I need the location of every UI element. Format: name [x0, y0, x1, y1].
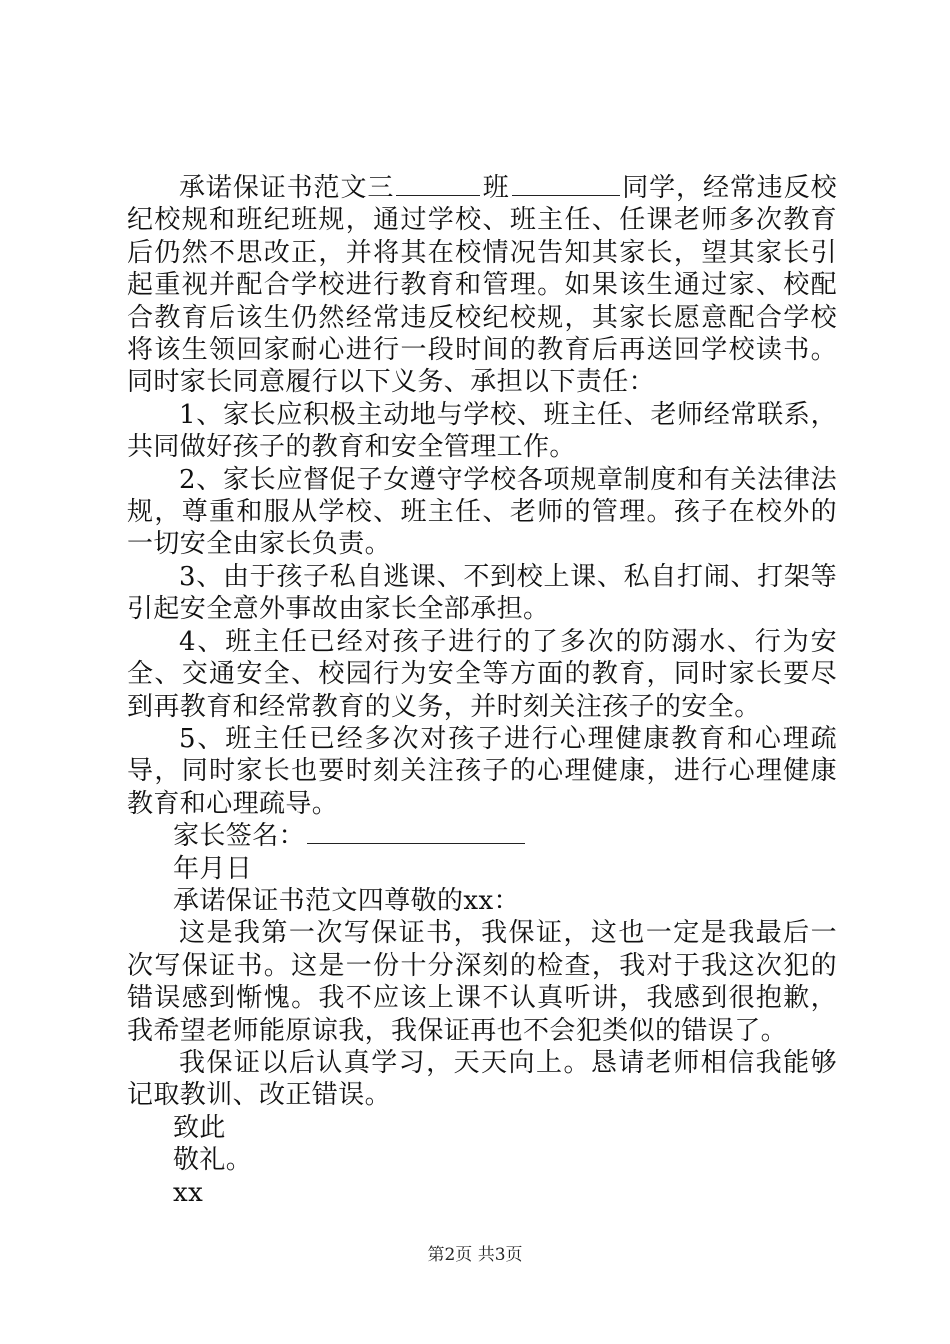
item-4: 4、班主任已经对孩子进行的了多次的防溺水、行为安全、交通安全、校园行为安全等方面的教育，同时家长要尽到再教育和经常教育的义务，并时刻关注孩子的安全。: [127, 626, 837, 722]
item-3: 3、由于孩子私自逃课、不到校上课、私自打闹、打架等引起安全意外事故由家长全部承担。: [127, 561, 837, 625]
second-title: 承诺保证书范文四尊敬的xx：: [173, 885, 520, 916]
student-blank: [512, 173, 620, 196]
closing-jingli: 敬礼。: [173, 1145, 253, 1176]
intro-paragraph: [127, 172, 837, 399]
document-body: [127, 172, 837, 1209]
second-paragraph-1: 这是我第一次写保证书，我保证，这也一定是我最后一次写保证书。这是一份十分深刻的检查，我对于我这次犯的错误感到惭愧。我不应该上课不认真听讲，我感到很抱歉，我希望老师能原谅我，我保证再也不会犯类似的错误了。: [127, 918, 837, 1046]
date-line: 年月日: [173, 853, 253, 884]
name-blank: [396, 173, 480, 196]
intro-lead: 承诺保证书范文三: [179, 173, 395, 203]
class-suffix: 班: [482, 173, 510, 203]
signature-label: 家长签名：: [173, 821, 306, 852]
signature-line: [127, 820, 837, 852]
item-1: 1、家长应积极主动地与学校、班主任、老师经常联系，共同做好孩子的教育和安全管理工作。: [127, 399, 837, 463]
item-5: 5、班主任已经多次对孩子进行心理健康教育和心理疏导，同时家长也要时刻关注孩子的心理健康，进行心理健康教育和心理疏导。: [127, 723, 837, 819]
page-footer: 第2页 共3页: [427, 1245, 523, 1265]
signature-blank: [307, 821, 525, 844]
item-2: 2、家长应督促子女遵守学校各项规章制度和有关法律法规，尊重和服从学校、班主任、老师的管理。孩子在校外的一切安全由家长负责。: [127, 464, 837, 560]
closing-zhici: 致此: [173, 1112, 226, 1143]
closing-name: xx: [173, 1177, 204, 1208]
second-paragraph-2: 我保证以后认真学习，天天向上。恳请老师相信我能够记取教训、改正错误。: [127, 1047, 837, 1111]
intro-rest: 同学，经常违反校纪校规和班纪班规，通过学校、班主任、任课老师多次教育后仍然不思改正，并将其在校情况告知其家长，望其家长引起重视并配合学校进行教育和管理。如果该生通过家、校配合教育后该生仍然经常违反校纪校规，其家长愿意配合学校将该生领回家耐心进行一段时间的教育后再送回学校读书。同时家长同意履行以下义务、承担以下责任：: [127, 173, 838, 398]
